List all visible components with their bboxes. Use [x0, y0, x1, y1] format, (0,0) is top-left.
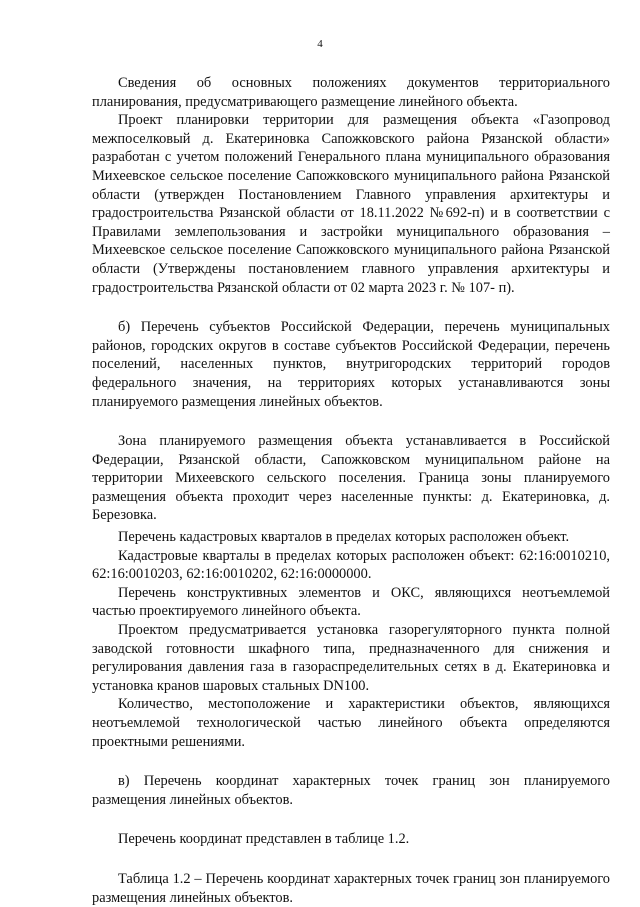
paragraph-zone-location: Зона планируемого размещения объекта устанавливается в Российской Федерации, Рязанской области, Сапожковском муниципальном районе на территории Михеевского сельского поселения. Граница зоны планируемого размещения объекта проходит через населенные пункты: д. Екатериновка, д. Березовка. — [92, 433, 610, 524]
paragraph-gas-regulator: Проектом предусматривается установка газорегуляторного пункта полной заводской готовности шкафного типа, предназначенного для снижения и регулирования давления газа в газораспределительных сетях в д. Екатериновка и установка кранов шаровых стальных DN100. — [92, 622, 610, 694]
paragraph-elements-heading: Перечень конструктивных элементов и ОКС, являющихся неотъемлемой частью проектируемого линейного объекта. — [92, 584, 610, 620]
document-body — [92, 74, 610, 907]
paragraph-object-characteristics: Количество, местоположение и характеристики объектов, являющихся неотъемлемой технологической частью линейного объекта определяются проектными решениями. — [92, 696, 610, 750]
page-number: 4 — [317, 38, 323, 50]
paragraph-territorial-planning-heading: Сведения об основных положениях документов территориального планирования, предусматривающего размещение линейного объекта. — [92, 75, 610, 110]
paragraph-cadastral-list: Кадастровые кварталы в пределах которых расположен объект: 62:16:0010210, 62:16:0010203, 62:16:0010202, 62:16:0000000. — [92, 547, 610, 583]
paragraph-section-v-heading: в) Перечень координат характерных точек границ зон планируемого размещения линейных объектов. — [92, 773, 610, 808]
table-caption: Таблица 1.2 – Перечень координат характерных точек границ зон планируемого размещения линейных объектов. — [92, 870, 610, 906]
paragraph-coordinates-reference: Перечень координат представлен в таблице 1.2. — [118, 831, 410, 848]
paragraph-section-b-heading: б) Перечень субъектов Российской Федерации, перечень муниципальных районов, городских округов в составе субъектов Российской Федерации, перечень поселений, населенных пунктов, внутригородских территорий городов федерального значения, на территориях которых устанавливаются зоны планируемого размещения линейных объектов. — [92, 319, 610, 410]
paragraph-cadastral-heading: Перечень кадастровых кварталов в пределах которых расположен объект. — [118, 529, 570, 546]
paragraph-project-basis: Проект планировки территории для размещения объекта «Газопровод межпоселковый д. Екатериновка Сапожковского района Рязанской области» разработан с учетом положений Генерального плана муниципального образования Михеевское сельское поселение Сапожковского муниципального района Рязанской области (утвержден Постановлением Главного управления архитектуры и градостроительства Рязанской области от 18.11.2022 №692-п) и в соответствии с Правилами землепользования и застройки муниципального образования – Михеевское сельское поселение Сапожковского муниципального района Рязанской области (Утверждены постановлением главного управления архитектуры и градостроительства Рязанской области от 02 марта 2023 г. № 107- п). — [92, 112, 610, 296]
